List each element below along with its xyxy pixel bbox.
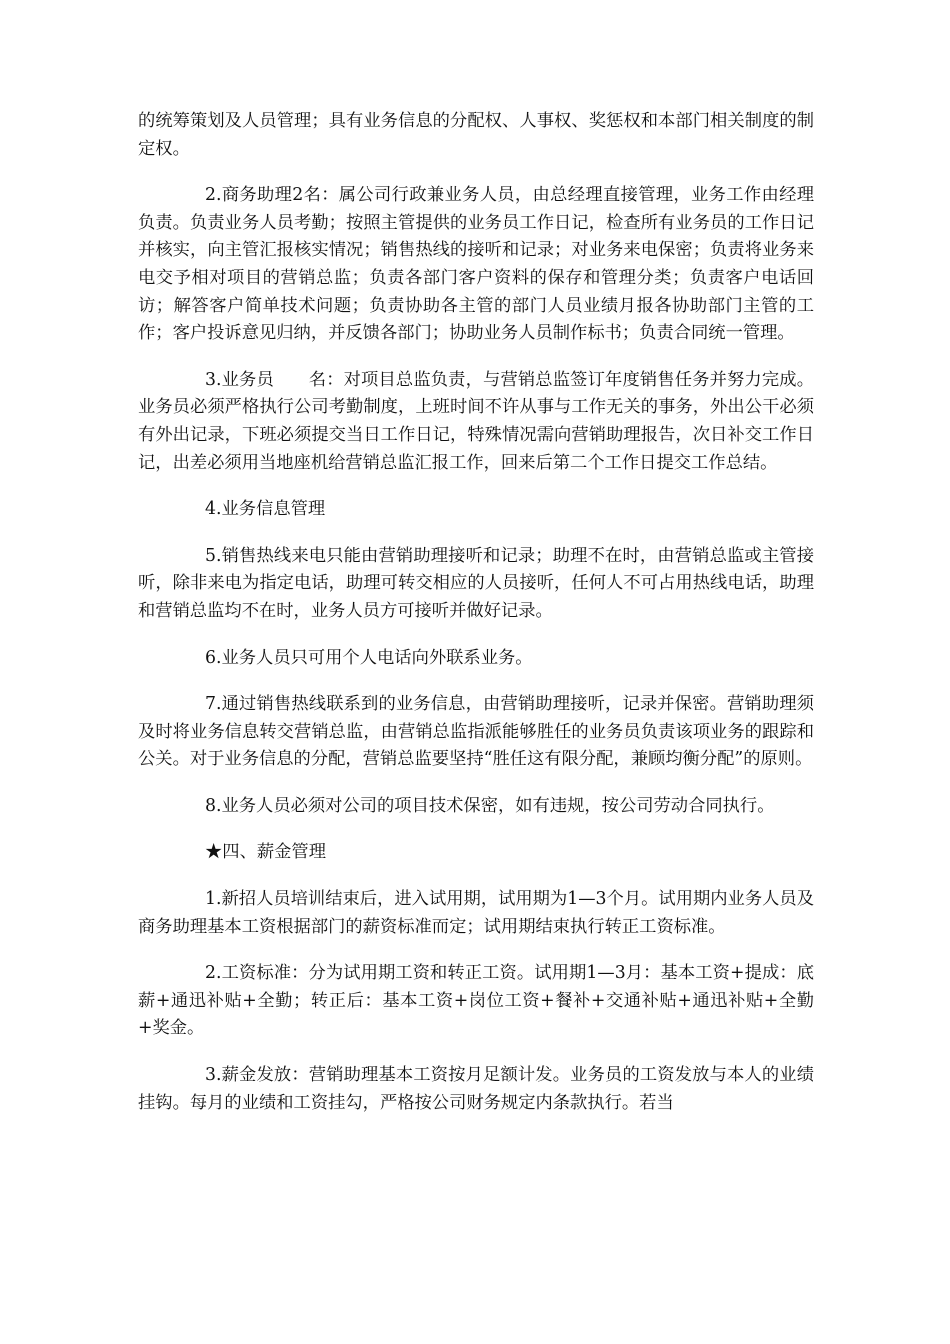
document-page (138, 108, 814, 1136)
paragraph-probation: 1.新招人员培训结束后，进入试用期，试用期为1—3个月。试用期内业务人员及商务助理基本工资根据部门的薪资标准而定；试用期结束执行转正工资标准。 (138, 889, 814, 937)
paragraph-info-allocation: 7.通过销售热线联系到的业务信息，由营销助理接听，记录并保密。营销助理须及时将业务信息转交营销总监，由营销总监指派能够胜任的业务员负责该项业务的跟踪和公关。对于业务信息的分配，营销总监要坚持“胜任这有限分配，兼顾均衡分配”的原则。 (138, 694, 814, 770)
paragraph-salary-payment: 3.薪金发放：营销助理基本工资按月足额计发。业务员的工资发放与本人的业绩挂钩。每月的业绩和工资挂勾，严格按公司财务规定内条款执行。若当 (138, 1065, 814, 1113)
paragraph-business-assistant: 2.商务助理2名：属公司行政兼业务人员，由总经理直接管理，业务工作由经理负责。负责业务人员考勤；按照主管提供的业务员工作日记，检查所有业务员的工作日记并核实，向主管汇报核实情况；销售热线的接听和记录；对业务来电保密；负责将业务来电交予相对项目的营销总监；负责各部门客户资料的保存和管理分类；负责客户电话回访；解答客户简单技术问题；负责协助各主管的部门人员业绩月报各协助部门主管的工作；客户投诉意见归纳，并反馈各部门；协助业务人员制作标书；负责合同统一管理。 (138, 185, 814, 344)
paragraph-personal-phone: 6.业务人员只可用个人电话向外联系业务。 (205, 647, 533, 668)
paragraph-confidentiality: 8.业务人员必须对公司的项目技术保密，如有违规，按公司劳动合同执行。 (205, 795, 775, 816)
paragraph-hotline: 5.销售热线来电只能由营销助理接听和记录；助理不在时，由营销总监或主管接听，除非来电为指定电话，助理可转交相应的人员接听，任何人不可占用热线电话，助理和营销总监均不在时，业务人员方可接听并做好记录。 (138, 545, 814, 621)
paragraph-salary-standard: 2.工资标准：分为试用期工资和转正工资。试用期1—3月：基本工资+提成：底薪+通迅补贴+全勤；转正后：基本工资+岗位工资+餐补+交通补贴+通迅补贴+全勤+奖金。 (138, 963, 814, 1039)
paragraph-info-management-heading: 4.业务信息管理 (205, 499, 326, 520)
paragraph-salesperson: 3.业务员 名：对项目总监负责，与营销总监签订年度销售任务并努力完成。业务员必须严格执行公司考勤制度，上班时间不许从事与工作无关的事务，外出公干必须有外出记录，下班必须提交当日工作日记，特殊情况需向营销助理报告，次日补交工作日记，出差必须用当地座机给营销总监汇报工作，回来后第二个工作日提交工作总结。 (138, 369, 814, 473)
paragraph-continuation: 的统筹策划及人员管理；具有业务信息的分配权、人事权、奖惩权和本部门相关制度的制定权。 (138, 111, 814, 159)
section-heading-salary: ★四、薪金管理 (205, 842, 326, 863)
